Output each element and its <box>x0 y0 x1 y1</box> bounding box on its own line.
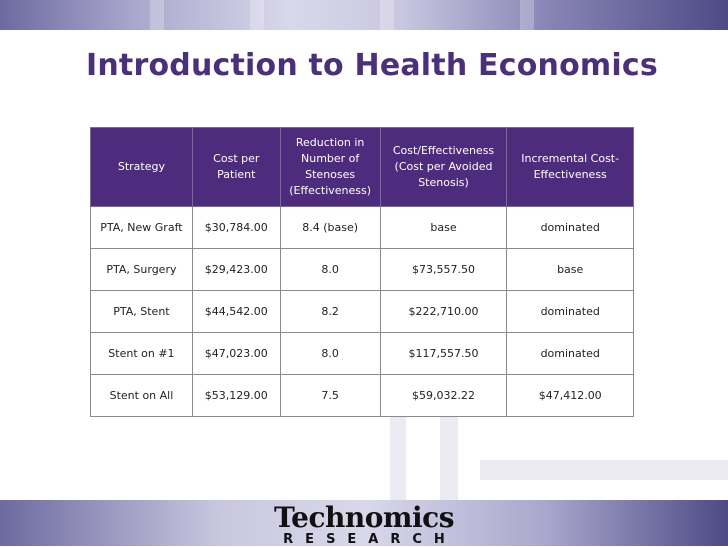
table-cell: $59,032.22 <box>380 375 507 417</box>
band-stripe <box>520 0 534 30</box>
table-cell: PTA, Stent <box>91 291 193 333</box>
slide-title: Introduction to Health Economics <box>86 48 658 83</box>
column-header: Cost per Patient <box>192 128 280 207</box>
table-row <box>91 375 634 417</box>
table-row <box>91 333 634 375</box>
band-stripe <box>150 0 164 30</box>
column-header: Reduction in Number of Stenoses (Effectiveness) <box>280 128 380 207</box>
table-cell: $53,129.00 <box>192 375 280 417</box>
table-row <box>91 249 634 291</box>
top-decorative-band <box>0 0 728 30</box>
table-row <box>91 207 634 249</box>
table-cell: 8.0 <box>280 249 380 291</box>
table-cell: $73,557.50 <box>380 249 507 291</box>
band-stripe <box>380 0 394 30</box>
company-logo <box>0 500 728 546</box>
table-cell: dominated <box>507 207 634 249</box>
table-row <box>91 291 634 333</box>
table-cell: $29,423.00 <box>192 249 280 291</box>
table-cell: Stent on All <box>91 375 193 417</box>
table-cell: base <box>380 207 507 249</box>
table-cell: 8.2 <box>280 291 380 333</box>
table-cell: base <box>507 249 634 291</box>
table-cell: $222,710.00 <box>380 291 507 333</box>
table-cell: 7.5 <box>280 375 380 417</box>
table-cell: dominated <box>507 291 634 333</box>
band-stripe <box>250 0 264 30</box>
column-header: Incremental Cost-Effectiveness <box>507 128 634 207</box>
logo-subtitle: RESEARCH <box>283 532 457 547</box>
cost-effectiveness-table <box>90 127 634 417</box>
table-header-row <box>91 128 634 207</box>
table-cell: $117,557.50 <box>380 333 507 375</box>
table-cell: $44,542.00 <box>192 291 280 333</box>
table-cell: $47,023.00 <box>192 333 280 375</box>
table-cell: PTA, Surgery <box>91 249 193 291</box>
logo-name: Technomics <box>274 501 454 534</box>
watermark-bar <box>480 460 728 480</box>
table-cell: $30,784.00 <box>192 207 280 249</box>
column-header: Cost/Effectiveness (Cost per Avoided Stenosis) <box>380 128 507 207</box>
table-cell: Stent on #1 <box>91 333 193 375</box>
table-cell: $47,412.00 <box>507 375 634 417</box>
column-header: Strategy <box>91 128 193 207</box>
table-cell: 8.0 <box>280 333 380 375</box>
table-cell: dominated <box>507 333 634 375</box>
table-cell: 8.4 (base) <box>280 207 380 249</box>
table-cell: PTA, New Graft <box>91 207 193 249</box>
